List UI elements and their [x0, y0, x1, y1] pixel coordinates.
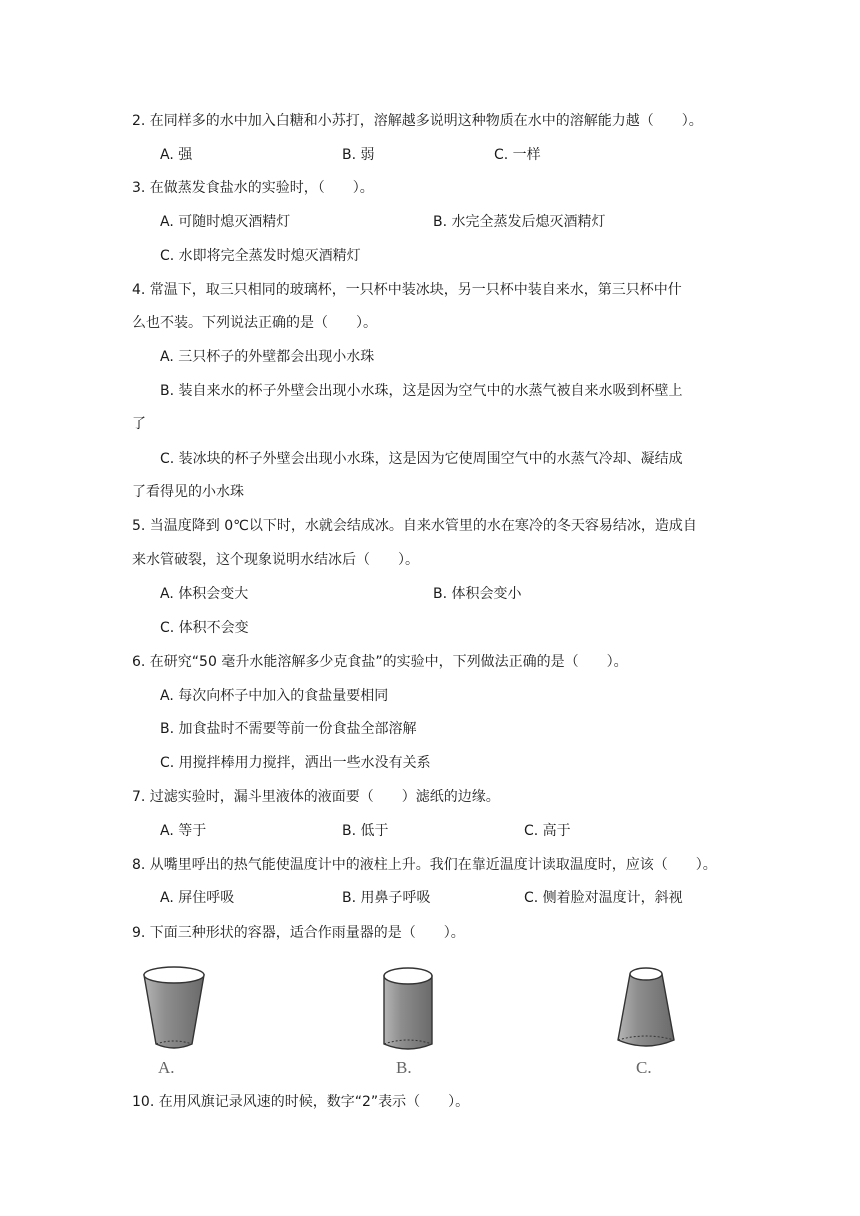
question-8-option-a: A. 屏住呼吸: [160, 890, 235, 906]
question-9-stem: 9. 下面三种形状的容器，适合作雨量器的是（ ）。: [132, 925, 465, 941]
question-4-stem-line2: 么也不装。下列说法正确的是（ ）。: [132, 315, 377, 331]
container-a-figure: [134, 960, 214, 1080]
question-10-stem: 10. 在用风旗记录风速的时候，数字“2”表示（ ）。: [132, 1094, 470, 1110]
question-7-option-a: A. 等于: [160, 823, 207, 839]
container-c-figure: [606, 960, 686, 1080]
question-3-option-c: C. 水即将完全蒸发时熄灭酒精灯: [160, 248, 361, 264]
container-b-figure: [368, 960, 448, 1080]
question-2-option-b: B. 弱: [342, 147, 375, 163]
container-c-label: C.: [636, 1058, 652, 1077]
question-4-option-c-line1: C. 装冰块的杯子外壁会出现小水珠，这是因为它使周围空气中的水蒸气冷却、凝结成: [160, 451, 683, 467]
question-5-option-c: C. 体积不会变: [160, 620, 249, 636]
question-6-stem: 6. 在研究“50 毫升水能溶解多少克食盐”的实验中，下列做法正确的是（ ）。: [132, 654, 628, 670]
question-5-option-a: A. 体积会变大: [160, 586, 249, 602]
question-5-stem-line2: 来水管破裂，这个现象说明水结冰后（ ）。: [132, 552, 419, 568]
question-5-option-b: B. 体积会变小: [433, 586, 522, 602]
container-b-label: B.: [396, 1058, 412, 1077]
question-6-option-a: A. 每次向杯子中加入的食盐量要相同: [160, 688, 389, 704]
question-7-option-c: C. 高于: [524, 823, 571, 839]
question-4-option-b-line2: 了: [132, 416, 146, 432]
question-6-option-b: B. 加食盐时不需要等前一份食盐全部溶解: [160, 721, 417, 737]
question-8-stem: 8. 从嘴里呼出的热气能使温度计中的液柱上升。我们在靠近温度计读取温度时，应该（ ）。: [132, 857, 717, 873]
question-7-option-b: B. 低于: [342, 823, 389, 839]
question-3-stem: 3. 在做蒸发食盐水的实验时，（ ）。: [132, 180, 374, 196]
question-4-stem-line1: 4. 常温下，取三只相同的玻璃杯，一只杯中装冰块，另一只杯中装自来水，第三只杯中什: [132, 282, 682, 298]
question-8-option-b: B. 用鼻子呼吸: [342, 890, 431, 906]
question-6-option-c: C. 用搅拌棒用力搅拌，洒出一些水没有关系: [160, 755, 431, 771]
container-a-label: A.: [158, 1058, 175, 1077]
question-7-stem: 7. 过滤实验时，漏斗里液体的液面要（ ）滤纸的边缘。: [132, 789, 500, 805]
question-2-option-a: A. 强: [160, 147, 193, 163]
question-3-option-b: B. 水完全蒸发后熄灭酒精灯: [433, 214, 606, 230]
question-2-stem: 2. 在同样多的水中加入白糖和小苏打，溶解越多说明这种物质在水中的溶解能力越（ ）。: [132, 113, 703, 129]
question-5-stem-line1: 5. 当温度降到 0℃以下时，水就会结成冰。自来水管里的水在寒冷的冬天容易结冰，造成自: [132, 518, 697, 534]
question-2-option-c: C. 一样: [494, 147, 541, 163]
question-3-option-a: A. 可随时熄灭酒精灯: [160, 214, 291, 230]
question-4-option-a: A. 三只杯子的外壁都会出现小水珠: [160, 349, 375, 365]
question-4-option-c-line2: 了看得见的小水珠: [132, 484, 244, 500]
question-8-option-c: C. 侧着脸对温度计，斜视: [524, 890, 683, 906]
question-4-option-b-line1: B. 装自来水的杯子外壁会出现小水珠，这是因为空气中的水蒸气被自来水吸到杯壁上: [160, 383, 683, 399]
